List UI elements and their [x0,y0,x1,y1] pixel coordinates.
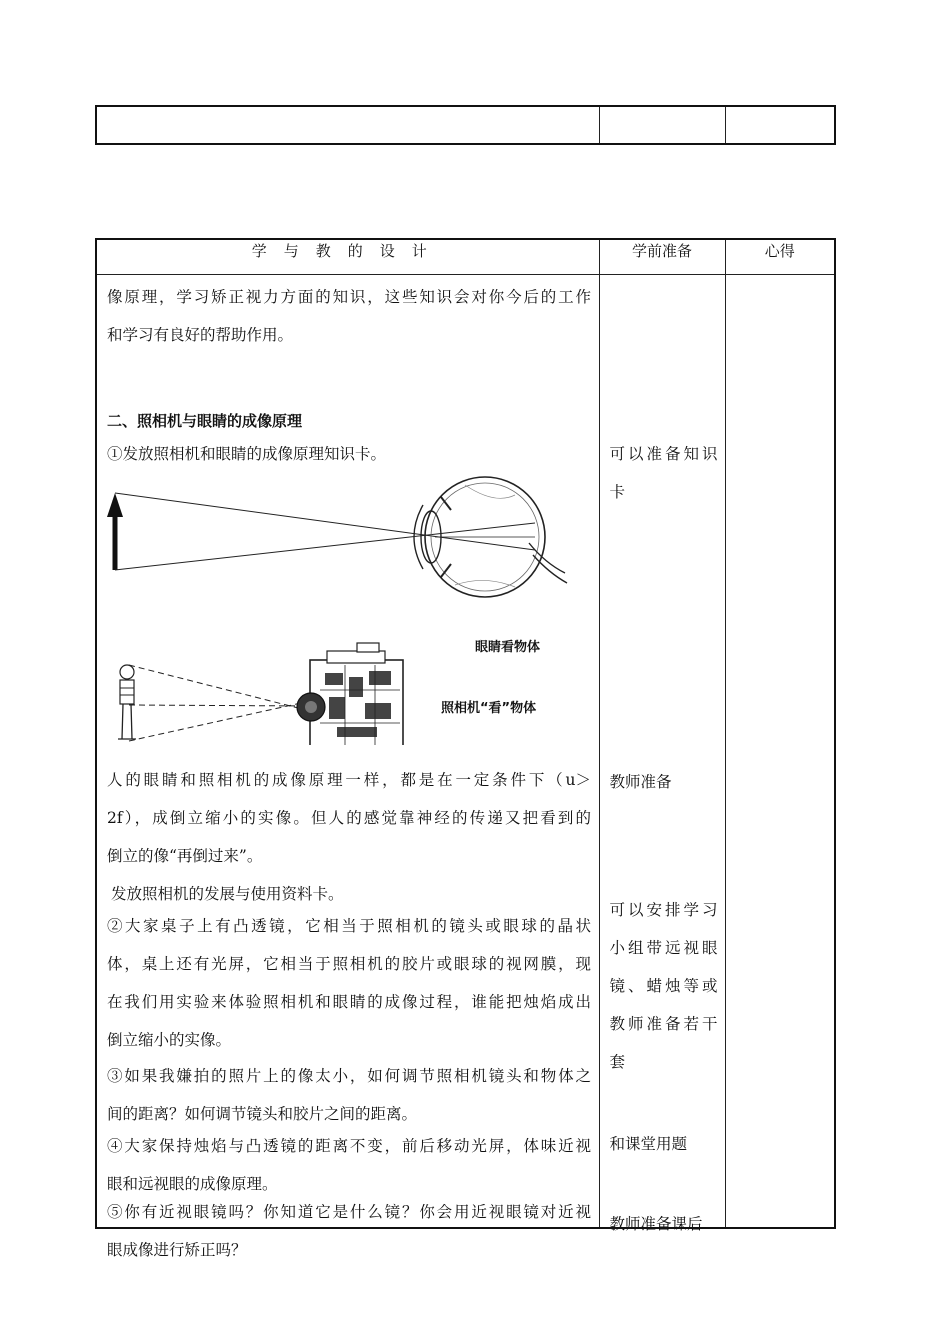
principle-paragraph [107,761,591,875]
arrow-up-icon [107,493,123,517]
paragraph-line: ⑤你有近视眼镜吗？你知道它是什么镜？你会用近视眼镜对近视 [107,1203,591,1221]
step-3 [107,1057,591,1133]
paragraph-line: 人的眼睛和照相机的成像原理一样，都是在一定条件下（u＞ [107,771,591,789]
prep-line: 教师准备若干 [609,1015,718,1033]
header-reflection: 心得 [725,239,835,275]
paragraph-line: ③如果我嫌拍的照片上的像太小，如何调节照相机镜头和物体之 [107,1067,591,1085]
paragraph-line: 体，桌上还有光屏，它相当于照相机的胶片或眼球的视网膜，现 [107,955,591,973]
table-body-row [96,275,835,1229]
prep-line: 可以安排学习 [609,901,718,919]
prep-teacher: 教师准备 [609,773,672,791]
prep-line: 小组带远视眼 [609,939,718,957]
reflection-cell [725,275,835,1229]
intro-paragraph [107,278,591,354]
intro-line: 和学习有良好的帮助作用。 [107,326,294,344]
paragraph-line: 眼成像进行矫正吗？ [107,1241,247,1259]
preparation-cell [599,275,725,1233]
top-table-fragment [95,105,836,145]
paragraph-line: 倒立缩小的实像。 [107,1031,232,1049]
paragraph-line: 间的距离？如何调节镜头和胶片之间的距离。 [107,1105,418,1123]
step-2 [107,907,591,1059]
lesson-plan-table [95,238,836,1259]
top-cell-3 [725,106,835,144]
prep-knowledge-card [610,435,718,511]
step-5 [107,1193,591,1269]
prep-line: 套 [609,1053,626,1071]
paragraph-line: 2f），成倒立缩小的实像。但人的感觉靠神经的传递又把看到的 [107,809,591,827]
table-header-row [96,239,835,275]
eye-diagram [107,477,567,597]
step-1: ①发放照相机和眼睛的成像原理知识卡。 [107,445,387,463]
paragraph-line: 倒立的像“再倒过来”。 [107,847,263,865]
step-4 [107,1127,591,1203]
card-line: 发放照相机的发展与使用资料卡。 [111,885,344,903]
intro-line: 像原理，学习矫正视力方面的知识，这些知识会对你今后的工作 [107,288,591,306]
paragraph-line: ④大家保持烛焰与凸透镜的距离不变，前后移动光屏，体味近视 [107,1137,591,1155]
design-cell [96,275,599,1259]
eye-caption: 眼睛看物体 [475,640,541,655]
section-heading: 二、照相机与眼睛的成像原理 [107,412,303,430]
prep-classroom-questions: 和课堂用题 [609,1135,688,1153]
prep-line: 可以准备知识 [609,445,718,463]
paragraph-line: 眼和远视眼的成像原理。 [107,1175,278,1193]
top-table-row [96,106,835,144]
camera-diagram [118,643,403,745]
prep-after-class: 教师准备课后 [609,1215,703,1233]
prep-line: 镜、蜡烛等或 [609,977,718,995]
top-cell-2 [599,106,725,144]
paragraph-line: ②大家桌子上有凸透镜，它相当于照相机的镜头或眼球的晶状 [107,917,591,935]
prep-line: 卡 [609,483,626,501]
camera-caption: 照相机“看”物体 [441,701,537,716]
header-preparation: 学前准备 [599,239,725,275]
top-cell-1 [96,106,599,144]
paragraph-line: 在我们用实验来体验照相机和眼睛的成像过程，谁能把烛焰成出 [107,993,591,1011]
header-design: 学与教的设计 [96,239,599,275]
imaging-figure [105,475,595,745]
prep-groups [610,891,718,1081]
